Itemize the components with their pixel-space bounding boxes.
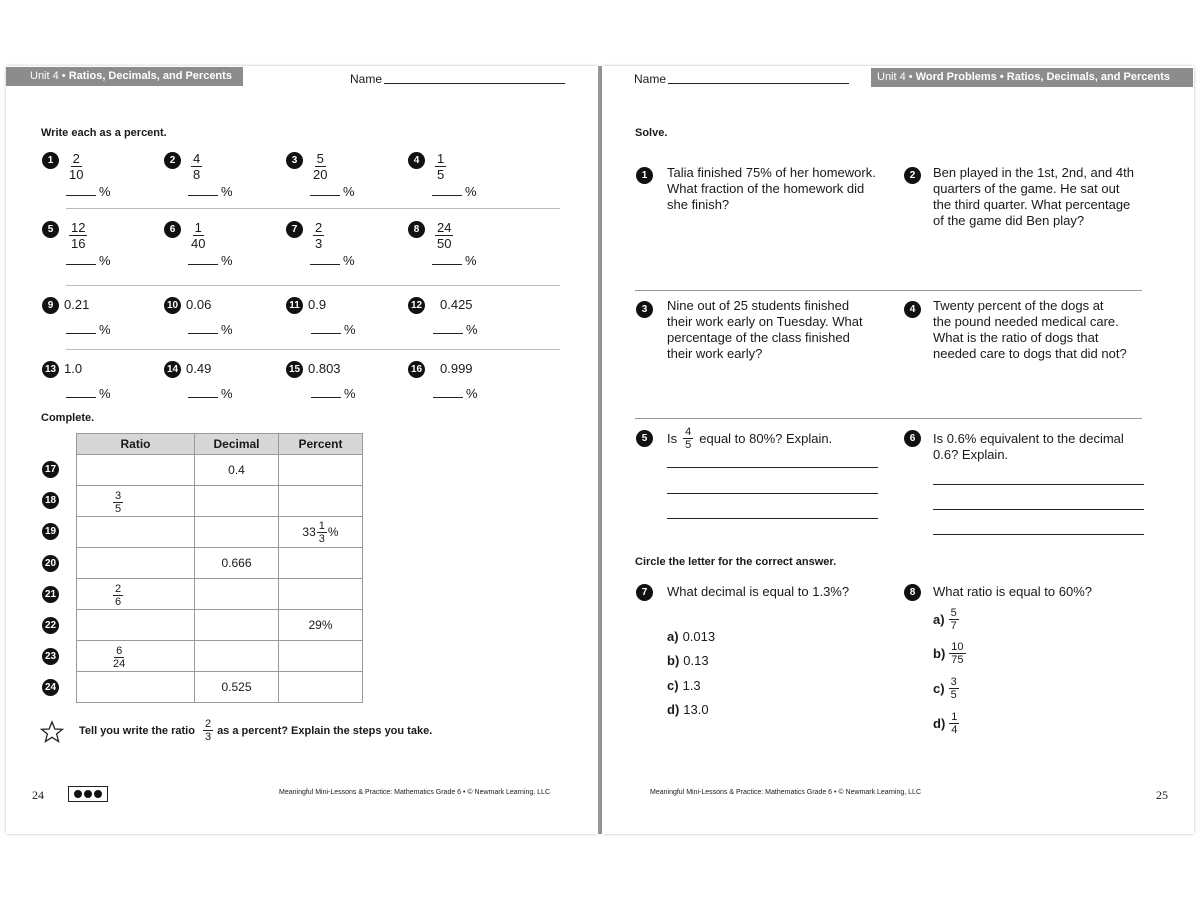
exercise-number-4: 4	[408, 152, 425, 169]
exercise-fraction	[191, 220, 205, 251]
exercise-number-15: 15	[286, 361, 303, 378]
option-value: 1.3	[682, 677, 701, 693]
answer-option[interactable]	[933, 607, 959, 632]
exercise-number-16: 16	[408, 361, 425, 378]
percent-sign: %	[343, 253, 355, 268]
percent-sign: %	[221, 322, 233, 337]
percent-sign: %	[221, 386, 233, 401]
percent-sign: %	[343, 184, 355, 199]
exercise-number-5: 5	[42, 221, 59, 238]
challenge-fraction	[203, 718, 213, 743]
question-number-5: 5	[636, 430, 653, 447]
percent-sign: %	[465, 253, 477, 268]
option-fraction	[949, 641, 965, 666]
question-line: of the game did Ben play?	[933, 213, 1085, 228]
option-letter[interactable]: a)	[933, 612, 945, 627]
option-fraction	[949, 711, 959, 736]
unit-title: Word Problems • Ratios, Decimals, and Percents	[915, 71, 1170, 83]
answer-line[interactable]	[433, 333, 463, 334]
answer-line[interactable]	[188, 264, 218, 265]
answer-line[interactable]	[310, 195, 340, 196]
fraction-denominator: 3	[315, 236, 323, 251]
exercise-number-12: 12	[408, 297, 425, 314]
fraction-numerator: 1	[318, 519, 325, 532]
question-8: What ratio is equal to 60%?	[933, 584, 1092, 599]
divider	[66, 349, 560, 350]
fraction-numerator: 3	[115, 489, 122, 502]
percent-answer-blank[interactable]	[433, 386, 478, 401]
footer-right: Meaningful Mini-Lessons & Practice: Mathematics Grade 6 • © Newmark Learning, LLC	[650, 789, 922, 796]
fraction-denominator: 8	[193, 167, 201, 182]
answer-option[interactable]	[667, 678, 701, 693]
cell-decimal[interactable]	[195, 610, 279, 641]
row-number-23: 23	[42, 648, 59, 665]
option-letter[interactable]: d)	[667, 701, 680, 717]
question-1	[667, 165, 876, 213]
option-letter[interactable]: d)	[933, 716, 946, 731]
percent-fraction	[317, 520, 327, 545]
fraction-numerator: 3	[950, 676, 957, 688]
fraction-numerator: 5	[316, 151, 324, 166]
option-fraction	[949, 676, 959, 701]
exercise-decimal: 0.49	[186, 361, 212, 376]
challenge-question	[79, 718, 432, 743]
cell-ratio[interactable]	[77, 548, 195, 579]
percent-answer-blank[interactable]	[310, 253, 355, 268]
question-line: percentage of the class finished	[667, 330, 850, 345]
answer-line[interactable]	[667, 518, 878, 519]
answer-line[interactable]	[188, 195, 218, 196]
fraction-numerator: 10	[951, 641, 964, 653]
fraction-numerator: 12	[71, 220, 86, 235]
percent-sign: %	[99, 253, 111, 268]
percent-sign: %	[466, 322, 478, 337]
cell-percent[interactable]	[279, 548, 363, 579]
exercise-decimal: 0.803	[308, 361, 341, 376]
row-number-24: 24	[42, 679, 59, 696]
percent-sign: %	[99, 386, 111, 401]
answer-line[interactable]	[433, 397, 463, 398]
option-letter[interactable]: c)	[933, 681, 945, 696]
exercise-decimal: 0.9	[308, 297, 327, 312]
row-number-19: 19	[42, 523, 59, 540]
cell-percent[interactable]	[279, 672, 363, 703]
option-letter[interactable]: a)	[667, 629, 679, 644]
percent-sign: %	[99, 184, 111, 199]
exercise-decimal: 1.0	[64, 361, 83, 376]
fraction-denominator: 3	[204, 731, 212, 743]
question-2	[933, 165, 1134, 229]
question-line: their work early on Tuesday. What	[667, 314, 863, 329]
cell-percent[interactable]	[279, 486, 363, 517]
fraction-numerator: 2	[204, 718, 212, 730]
question-line: Is 0.6% equivalent to the decimal	[933, 431, 1124, 446]
question-line: What fraction of the homework did	[667, 181, 865, 196]
answer-option[interactable]	[667, 629, 715, 644]
fraction-numerator: 1	[194, 220, 202, 235]
cell-decimal[interactable]	[195, 517, 279, 548]
percent-answer-blank[interactable]	[66, 322, 111, 337]
question-line: What is the ratio of dogs that	[933, 330, 1099, 345]
name-line	[668, 82, 849, 84]
table-row	[77, 486, 363, 517]
fraction-denominator: 10	[69, 167, 84, 182]
fraction-numerator: 1	[437, 151, 445, 166]
percent-answer-blank[interactable]	[188, 322, 233, 337]
table-row	[77, 579, 363, 610]
name-label: Name	[634, 72, 667, 86]
fraction-denominator: 50	[437, 236, 452, 251]
header-percent: Percent	[279, 434, 363, 455]
table-row	[77, 641, 363, 672]
cell-decimal: 0.4	[195, 455, 279, 486]
option-letter[interactable]: b)	[933, 646, 946, 661]
fraction-denominator: 24	[113, 657, 126, 670]
cell-decimal[interactable]	[195, 641, 279, 672]
cell-decimal: 0.666	[195, 548, 279, 579]
fraction-denominator: 4	[951, 724, 958, 736]
fraction-numerator: 5	[950, 607, 957, 619]
question-7: What decimal is equal to 1.3%?	[667, 584, 850, 599]
row-number-20: 20	[42, 555, 59, 572]
answer-option[interactable]	[667, 702, 709, 717]
question-line: quarters of the game. He sat out	[933, 181, 1120, 196]
challenge-text-a: Tell you write the ratio	[79, 724, 195, 737]
exercise-fraction	[435, 220, 453, 251]
fraction-numerator: 2	[72, 151, 80, 166]
conversion-table	[76, 433, 363, 703]
percent-sign: %	[465, 184, 477, 199]
fraction-denominator: 6	[115, 595, 122, 608]
answer-option[interactable]	[667, 653, 709, 668]
fraction-denominator: 16	[71, 236, 86, 251]
table-row	[77, 548, 363, 579]
unit-prefix: Unit 4 •	[877, 71, 916, 83]
unit-header-right	[871, 68, 1193, 87]
fraction-denominator: 75	[951, 654, 964, 666]
divider	[635, 290, 1142, 291]
option-value: 0.13	[683, 653, 709, 669]
question-3	[667, 298, 863, 362]
question-line: 0.6? Explain.	[933, 447, 1009, 462]
percent-sign: %	[221, 253, 233, 268]
fraction-numerator: 4	[685, 426, 692, 438]
cell-ratio[interactable]	[77, 610, 195, 641]
fraction-numerator: 24	[437, 220, 452, 235]
question-6	[933, 431, 1124, 463]
answer-line[interactable]	[66, 397, 96, 398]
fraction-denominator: 20	[313, 167, 328, 182]
cell-decimal: 0.525	[195, 672, 279, 703]
percent-whole: 33	[302, 525, 316, 539]
cell-percent[interactable]	[279, 579, 363, 610]
cell-percent	[279, 517, 363, 548]
section-heading-circle: Circle the letter for the correct answer.	[635, 556, 837, 568]
page-number-left: 24	[32, 788, 44, 802]
percent-sign: %	[327, 525, 339, 539]
fraction-numerator: 2	[315, 220, 323, 235]
cell-ratio[interactable]	[77, 517, 195, 548]
fraction-denominator: 5	[115, 502, 122, 515]
exercise-decimal: 0.06	[186, 297, 212, 312]
question-number-6: 6	[904, 430, 921, 447]
row-number-21: 21	[42, 586, 59, 603]
row-number-17: 17	[42, 461, 59, 478]
question-number-2: 2	[904, 167, 921, 184]
exercise-number-7: 7	[286, 221, 303, 238]
fraction-denominator: 3	[318, 532, 325, 545]
answer-line[interactable]	[311, 333, 341, 334]
cell-ratio[interactable]	[77, 672, 195, 703]
answer-line[interactable]	[432, 195, 462, 196]
option-value: 13.0	[683, 701, 709, 717]
unit-header-left	[6, 67, 243, 86]
question-line: needed care to dogs that did not?	[933, 346, 1127, 361]
percent-sign: %	[344, 322, 356, 337]
answer-line[interactable]	[933, 509, 1144, 510]
answer-line[interactable]	[310, 264, 340, 265]
answer-line[interactable]	[66, 333, 96, 334]
exercise-decimal: 0.21	[64, 297, 90, 312]
row-number-22: 22	[42, 617, 59, 634]
exercise-number-8: 8	[408, 221, 425, 238]
exercise-fraction	[435, 151, 446, 182]
question-number-8: 8	[904, 584, 921, 601]
answer-line[interactable]	[66, 264, 96, 265]
page-number-right: 25	[1156, 788, 1168, 802]
cell-decimal[interactable]	[195, 579, 279, 610]
exercise-number-3: 3	[286, 152, 303, 169]
section-heading-solve: Solve.	[635, 127, 668, 139]
question-line: their work early?	[667, 346, 763, 361]
percent-answer-blank[interactable]	[188, 253, 233, 268]
name-line	[384, 82, 565, 84]
question-line: Talia finished 75% of her homework.	[667, 165, 876, 180]
cell-percent[interactable]	[279, 455, 363, 486]
percent-answer-blank[interactable]	[310, 184, 355, 199]
exercise-fraction	[69, 220, 87, 251]
answer-line[interactable]	[933, 484, 1144, 485]
percent-answer-blank[interactable]	[432, 253, 477, 268]
mixed-percent	[302, 520, 338, 545]
question-line: the third quarter. What percentage	[933, 197, 1131, 212]
exercise-number-1: 1	[42, 152, 59, 169]
exercise-number-6: 6	[164, 221, 181, 238]
challenge-text-b: as a percent? Explain the steps you take.	[217, 724, 433, 737]
exercise-number-11: 11	[286, 297, 303, 314]
fraction-denominator: 5	[950, 689, 957, 701]
exercise-number-13: 13	[42, 361, 59, 378]
percent-answer-blank[interactable]	[188, 386, 233, 401]
question-number-3: 3	[636, 301, 653, 318]
name-label: Name	[350, 72, 383, 86]
answer-line[interactable]	[188, 333, 218, 334]
question-number-7: 7	[636, 584, 653, 601]
percent-sign: %	[99, 322, 111, 337]
exercise-fraction	[313, 151, 327, 182]
answer-line[interactable]	[311, 397, 341, 398]
question-text: equal to 80%? Explain.	[699, 430, 833, 446]
table-row	[77, 610, 363, 641]
percent-sign: %	[221, 184, 233, 199]
question-4	[933, 298, 1127, 362]
option-letter[interactable]: c)	[667, 677, 679, 693]
fraction-numerator: 1	[951, 711, 958, 723]
right-page	[602, 66, 1194, 834]
section-heading-write: Write each as a percent.	[41, 127, 167, 139]
cell-decimal[interactable]	[195, 486, 279, 517]
percent-answer-blank[interactable]	[432, 184, 477, 199]
answer-line[interactable]	[188, 397, 218, 398]
row-number-18: 18	[42, 492, 59, 509]
header-decimal: Decimal	[195, 434, 279, 455]
answer-option[interactable]	[933, 641, 966, 666]
fraction-denominator: 5	[437, 167, 445, 182]
divider	[635, 418, 1142, 419]
exercise-number-2: 2	[164, 152, 181, 169]
divider	[66, 285, 560, 286]
table-row	[77, 517, 363, 548]
question-line: she finish?	[667, 197, 730, 212]
table-row	[77, 672, 363, 703]
question-line: Twenty percent of the dogs at	[933, 298, 1104, 313]
exercise-decimal: 0.425	[440, 297, 473, 312]
question-text: Is	[667, 430, 678, 446]
question-line: the pound needed medical care.	[933, 314, 1119, 329]
percent-answer-blank[interactable]	[66, 386, 111, 401]
percent-answer-blank[interactable]	[311, 386, 356, 401]
star-icon	[40, 720, 64, 749]
answer-option[interactable]	[933, 676, 959, 701]
fraction-denominator: 7	[950, 620, 957, 632]
question-line: Nine out of 25 students finished	[667, 298, 850, 313]
question-5	[667, 426, 832, 451]
cell-ratio	[77, 486, 195, 517]
percent-sign: %	[344, 386, 356, 401]
ratio-fraction	[113, 490, 123, 515]
ratio-fraction	[113, 645, 125, 670]
percent-answer-blank[interactable]	[433, 322, 478, 337]
footer-left: Meaningful Mini-Lessons & Practice: Mathematics Grade 6 • © Newmark Learning, LLC	[279, 789, 551, 796]
question-line: Ben played in the 1st, 2nd, and 4th	[933, 165, 1134, 180]
percent-sign: %	[466, 386, 478, 401]
exercise-number-9: 9	[42, 297, 59, 314]
divider	[66, 208, 560, 209]
question-number-1: 1	[636, 167, 653, 184]
level-dots-icon	[68, 786, 108, 802]
exercise-fraction	[69, 151, 83, 182]
cell-ratio[interactable]	[77, 455, 195, 486]
answer-option[interactable]	[933, 711, 959, 736]
ratio-fraction	[113, 583, 123, 608]
header-ratio: Ratio	[77, 434, 195, 455]
answer-line[interactable]	[432, 264, 462, 265]
exercise-number-10: 10	[164, 297, 181, 314]
answer-line[interactable]	[667, 493, 878, 494]
answer-line[interactable]	[66, 195, 96, 196]
percent-answer-blank[interactable]	[66, 253, 111, 268]
option-letter[interactable]: b)	[667, 653, 680, 669]
answer-line[interactable]	[933, 534, 1144, 535]
question-number-4: 4	[904, 301, 921, 318]
exercise-fraction	[191, 151, 202, 182]
question-5-fraction	[683, 426, 693, 451]
fraction-denominator: 40	[191, 236, 206, 251]
exercise-fraction	[313, 220, 324, 251]
fraction-denominator: 5	[685, 439, 692, 451]
percent-answer-blank[interactable]	[66, 184, 111, 199]
cell-percent: 29%	[279, 610, 363, 641]
option-value: 0.013	[682, 629, 716, 644]
cell-ratio	[77, 641, 195, 672]
answer-line[interactable]	[667, 467, 878, 468]
option-fraction	[949, 607, 959, 632]
exercise-decimal: 0.999	[440, 361, 473, 376]
unit-prefix: Unit 4 •	[30, 70, 69, 82]
left-page	[6, 66, 598, 834]
fraction-numerator: 4	[193, 151, 201, 166]
percent-answer-blank[interactable]	[188, 184, 233, 199]
cell-percent[interactable]	[279, 641, 363, 672]
table-row	[77, 455, 363, 486]
cell-ratio	[77, 579, 195, 610]
fraction-numerator: 2	[115, 582, 122, 595]
fraction-numerator: 6	[116, 644, 123, 657]
unit-title: Ratios, Decimals, and Percents	[68, 70, 232, 82]
percent-answer-blank[interactable]	[311, 322, 356, 337]
section-heading-complete: Complete.	[41, 412, 95, 424]
exercise-number-14: 14	[164, 361, 181, 378]
